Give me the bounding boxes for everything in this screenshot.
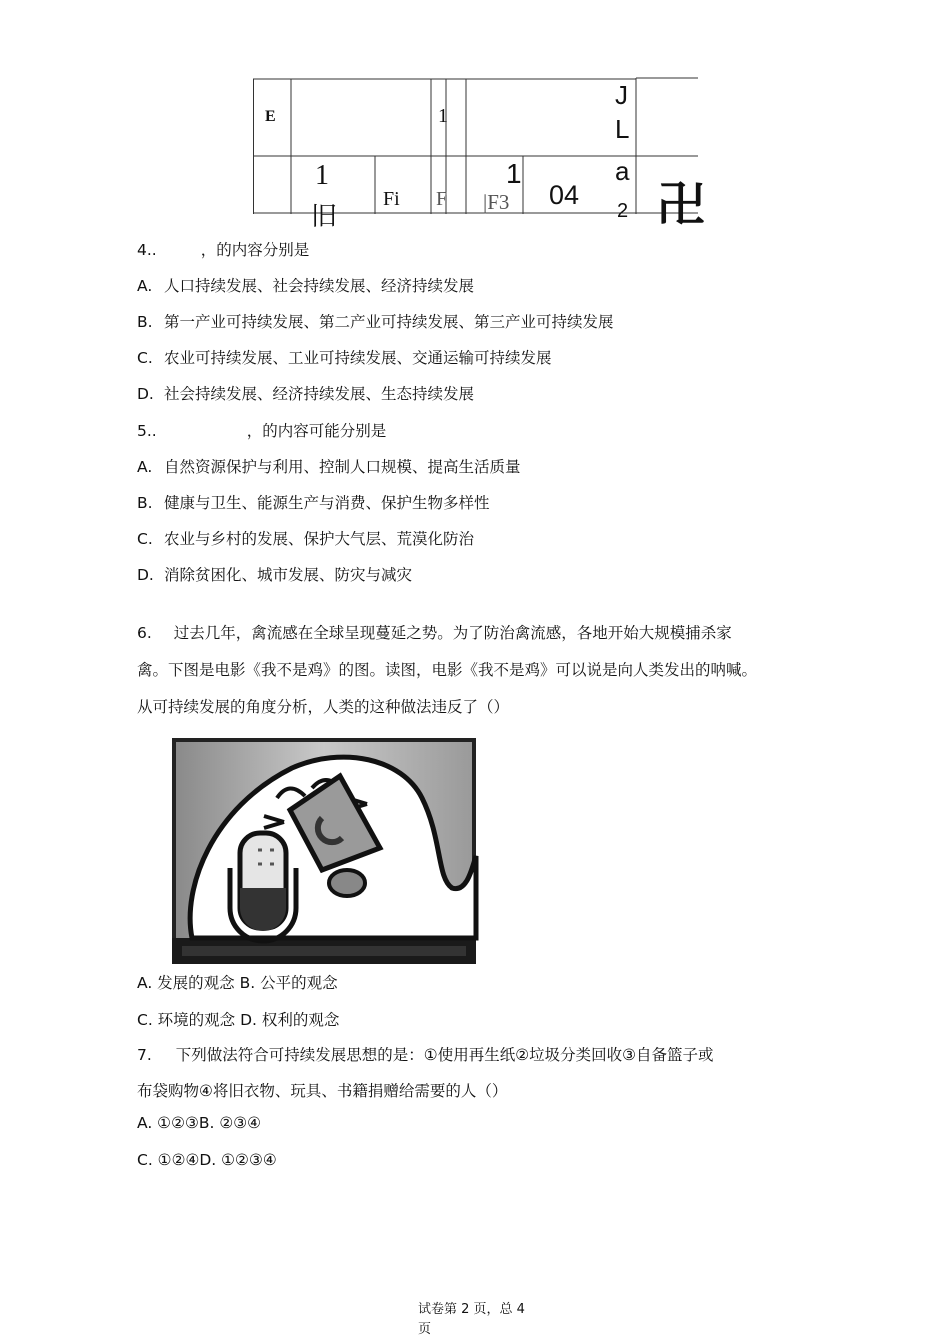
option-4d: D. 社会持续发展、经济持续发展、生态持续发展 xyxy=(137,385,475,403)
table-cell-text: 04 xyxy=(549,180,580,210)
table-cell-text: J xyxy=(615,80,628,110)
table-cell-text: 2 xyxy=(617,200,629,222)
page-footer-line-1: 试卷第 2 页，总 4 xyxy=(418,1302,525,1317)
table-cell-text: L xyxy=(615,114,630,144)
table-grid xyxy=(253,78,698,214)
question-4-stem xyxy=(137,238,309,260)
question-6-line-3: 从可持续发展的角度分析，人类的这种做法违反了（） xyxy=(137,698,510,716)
option-5a: A. 自然资源保护与利用、控制人口规模、提高生活质量 xyxy=(137,458,521,476)
question-6-options-ab: A. 发展的观念 B. 公平的观念 xyxy=(137,974,338,992)
option-5b: B. 健康与卫生、能源生产与消费、保护生物多样性 xyxy=(137,494,490,512)
question-5-stem xyxy=(137,419,386,441)
table-cell-text: 旧 xyxy=(311,202,338,231)
table-cell-text: 卍 xyxy=(657,179,706,232)
question-number: 7. xyxy=(137,1046,152,1064)
option-5d: D. 消除贫困化、城市发展、防灾与减灾 xyxy=(137,566,413,584)
question-7-options-ab: A. ①②③B. ②③④ xyxy=(137,1114,262,1132)
table-cell-text: E xyxy=(265,108,276,125)
movie-still-image xyxy=(172,738,476,964)
table-cell-text: F xyxy=(436,188,448,210)
question-6-line-2: 禽。下图是电影《我不是鸡》的图。读图，电影《我不是鸡》可以说是向人类发出的呐喊。 xyxy=(137,661,758,679)
table-cell-text: |F3 xyxy=(483,190,510,214)
page-footer-line-2: 页 xyxy=(418,1322,432,1337)
question-7-line-2: 布袋购物④将旧衣物、玩具、书籍捐赠给需要的人（） xyxy=(137,1082,508,1100)
question-text: ，的内容可能分别是 xyxy=(246,422,387,440)
table-cell-text: 1 xyxy=(506,158,522,189)
table-cell-text: 1 xyxy=(438,105,448,127)
table-fragment xyxy=(253,78,706,232)
table-cell-text: Fi xyxy=(383,188,400,210)
question-6-options-cd: C. 环境的观念 D. 权利的观念 xyxy=(137,1011,340,1029)
option-4b: B. 第一产业可持续发展、第二产业可持续发展、第三产业可持续发展 xyxy=(137,313,614,331)
question-number: 6. xyxy=(137,624,152,642)
question-number: 4.. xyxy=(137,241,157,259)
option-4c: C. 农业可持续发展、工业可持续发展、交通运输可持续发展 xyxy=(137,349,552,367)
question-text: ，的内容分别是 xyxy=(200,241,310,259)
table-cell-text: 1 xyxy=(315,160,329,191)
table-cell-text: a xyxy=(615,156,630,186)
option-5c: C. 农业与乡村的发展、保护大气层、荒漠化防治 xyxy=(137,530,475,548)
question-7-options-cd: C. ①②④D. ①②③④ xyxy=(137,1151,277,1169)
question-6-line-1: 6. 过去几年，禽流感在全球呈现蔓延之势。为了防治禽流感，各地开始大规模捕杀家 xyxy=(137,624,732,642)
question-number: 5.. xyxy=(137,422,157,440)
option-4a: A. 人口持续发展、社会持续发展、经济持续发展 xyxy=(137,277,475,295)
question-7-line-1: 7. 下列做法符合可持续发展思想的是：①使用再生纸②垃圾分类回收③自备篮子或 xyxy=(137,1046,714,1064)
chicken-cartoon-illustration xyxy=(172,738,476,964)
